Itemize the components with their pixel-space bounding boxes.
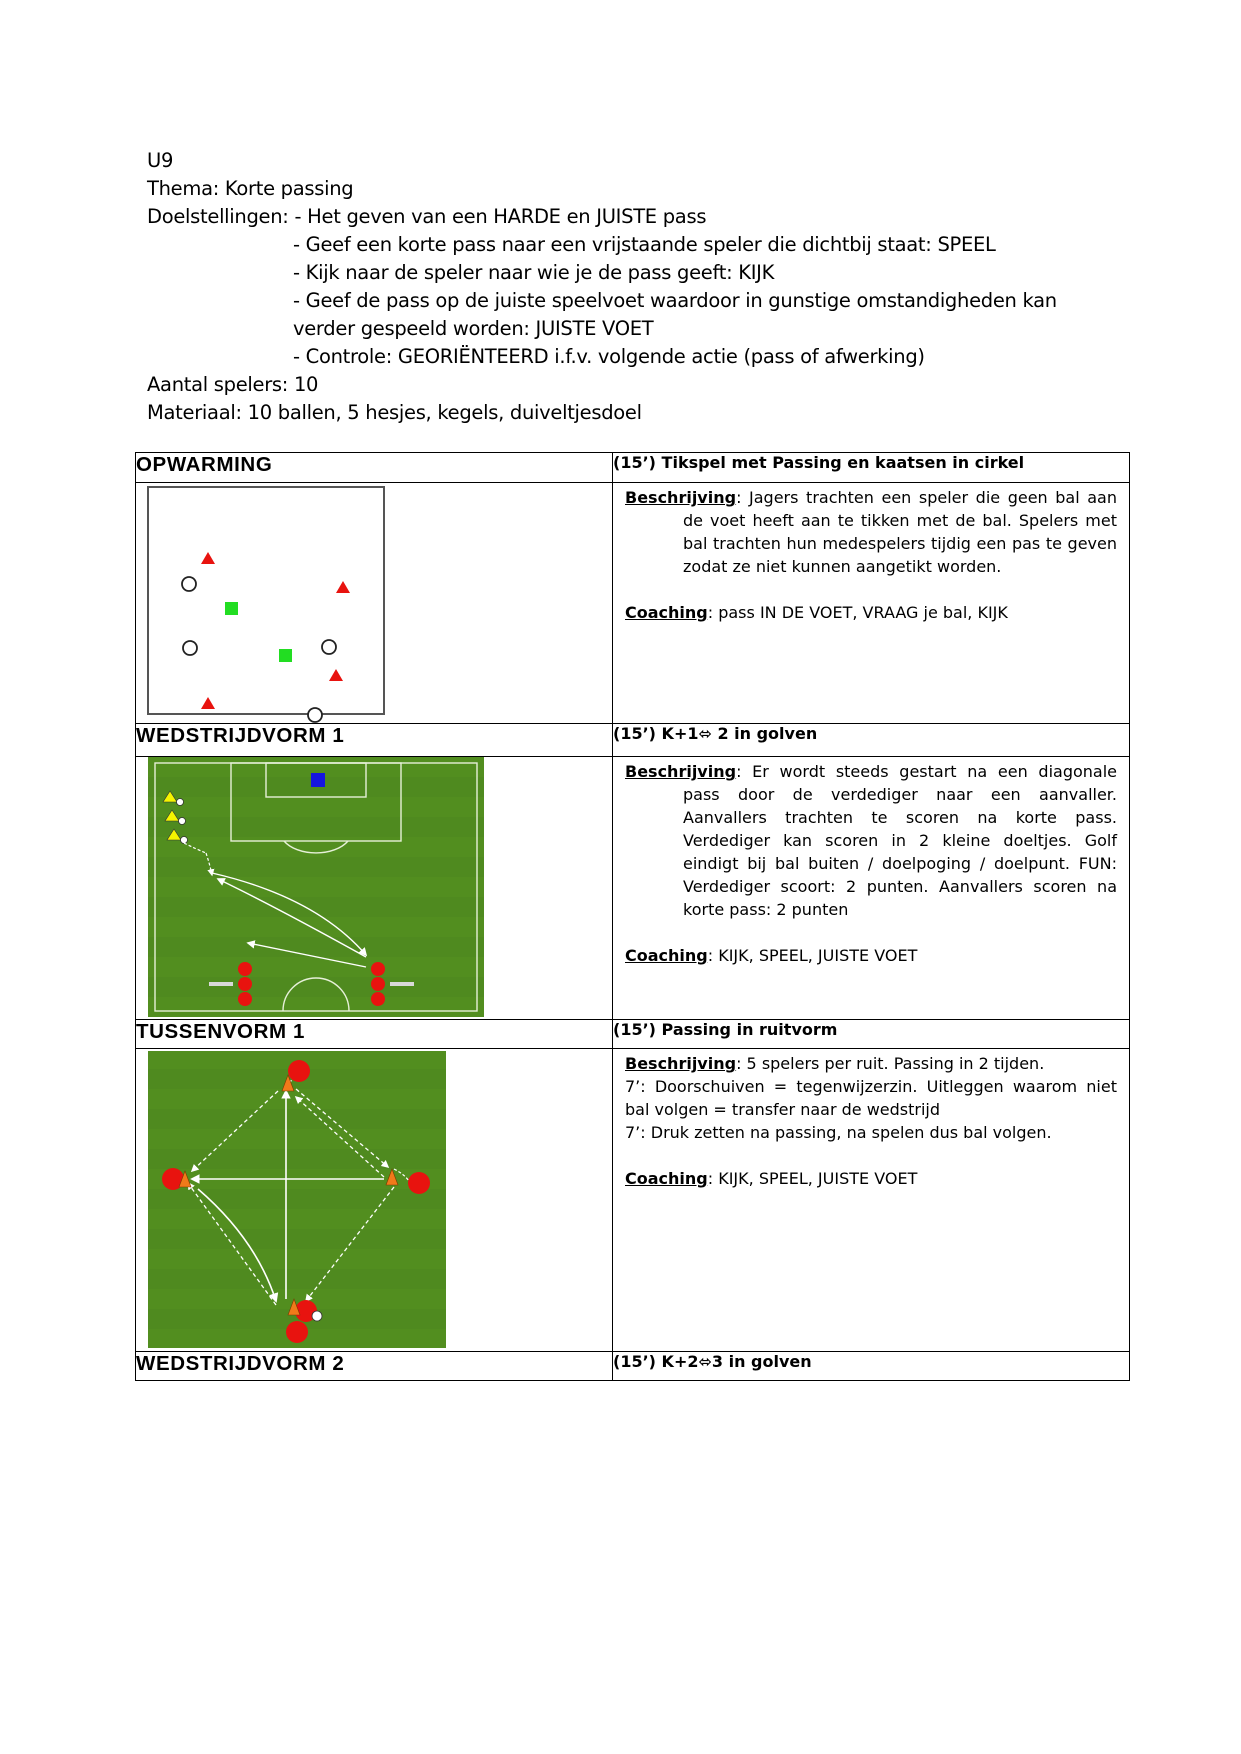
- material: Materiaal: 10 ballen, 5 hesjes, kegels, duiveltjesdoel: [147, 401, 642, 424]
- section-time: (15’) K+2⬄3 in golven: [613, 1352, 1130, 1381]
- section-time: (15’) K+1⬄ 2 in golven: [613, 724, 1130, 757]
- section-header-row: [136, 1020, 1130, 1049]
- description-cell: [613, 1049, 1130, 1352]
- player-circle: [288, 1060, 310, 1082]
- defender-circle: [371, 962, 385, 976]
- player-circle: [182, 577, 196, 591]
- diagram-cell: [136, 757, 613, 1020]
- defender-circle: [238, 977, 252, 991]
- player-count: Aantal spelers: 10: [147, 373, 319, 396]
- mini-goal: [209, 982, 233, 986]
- player-circle: [322, 640, 336, 654]
- section-body-row: [136, 757, 1130, 1020]
- section-body-row: [136, 483, 1130, 724]
- player-circle: [286, 1321, 308, 1343]
- keeper-marker: [311, 773, 325, 787]
- objective-1: Doelstellingen: - Het geven van een HARDE en JUISTE pass: [147, 205, 707, 228]
- defender-circle: [238, 962, 252, 976]
- coaching: Coaching: KIJK, SPEEL, JUISTE VOET: [625, 1169, 918, 1188]
- section-time: (15’) Passing in ruitvorm: [613, 1020, 1130, 1049]
- section-body-row: [136, 1049, 1130, 1352]
- section-header-row: [136, 1352, 1130, 1381]
- objective-5: - Controle: GEORIËNTEERD i.f.v. volgende actie (pass of afwerking): [293, 345, 925, 368]
- section-title: TUSSENVORM 1: [136, 1020, 613, 1049]
- section-title: WEDSTRIJDVORM 2: [136, 1352, 613, 1381]
- defender-circle: [238, 992, 252, 1006]
- objective-2: - Geef een korte pass naar een vrijstaande speler die dichtbij staat: SPEEL: [293, 233, 996, 256]
- ball: [312, 1311, 322, 1321]
- description-line: 7’: Druk zetten na passing, na spelen dus bal volgen.: [625, 1123, 1052, 1142]
- objective-4: - Geef de pass op de juiste speelvoet waardoor in gunstige omstandigheden kan: [293, 289, 1057, 312]
- section-header-row: [136, 724, 1130, 757]
- diagram-cell: [136, 483, 613, 724]
- section-header-row: [136, 453, 1130, 483]
- diagram-cell: [136, 1049, 613, 1352]
- player-circle: [408, 1172, 430, 1194]
- green-marker: [279, 649, 292, 662]
- defender-circle: [371, 977, 385, 991]
- player-circle: [308, 708, 322, 722]
- section-title: WEDSTRIJDVORM 1: [136, 724, 613, 757]
- objective-3: - Kijk naar de speler naar wie je de pass geeft: KIJK: [293, 261, 775, 284]
- description-cell: [613, 757, 1130, 1020]
- coaching: Coaching: KIJK, SPEEL, JUISTE VOET: [625, 946, 918, 965]
- intro-block: [147, 147, 1107, 427]
- mini-goal: [390, 982, 414, 986]
- description-cell: [613, 483, 1130, 724]
- warmup-diagram: [136, 483, 612, 723]
- description-line: 7’: Doorschuiven = tegenwijzerzin. Uitleggen waarom niet bal volgen = transfer naar de wedstrijd: [625, 1077, 1117, 1119]
- objective-4-continued: verder gespeeld worden: JUISTE VOET: [293, 317, 654, 340]
- description: Beschrijving: 5 spelers per ruit. Passing in 2 tijden.: [625, 1054, 1045, 1073]
- coaching: Coaching: pass IN DE VOET, VRAAG je bal, KIJK: [625, 603, 1008, 622]
- diamond-passing-diagram: [136, 1049, 612, 1351]
- player-circle: [183, 641, 197, 655]
- match-form-1-diagram: [136, 757, 612, 1019]
- section-title: OPWARMING: [136, 453, 613, 483]
- defender-circle: [371, 992, 385, 1006]
- age-group: U9: [147, 149, 174, 172]
- objectives-label: Doelstellingen:: [147, 205, 289, 228]
- green-marker: [225, 602, 238, 615]
- section-time: (15’) Tikspel met Passing en kaatsen in cirkel: [613, 453, 1130, 483]
- description: Beschrijving: Jagers trachten een speler die geen bal aan de voet heeft aan te tikken met de bal. Spelers met bal trachten hun medespelers tijdig een pas te geven zodat ze niet kunnen aangetikt worden.: [625, 488, 1117, 576]
- description: Beschrijving: Er wordt steeds gestart na een diagonale pass door de verdediger naar een aanvaller. Aanvallers trachten te scoren na korte pass. Verdediger kan scoren in 2 kleine doeltjes. Golf eindigt bij bal buiten / doelpoging / doelpunt. FUN: Verdediger scoort: 2 punten. Aanvallers scoren na korte pass: 2 punten: [625, 762, 1118, 919]
- theme: Thema: Korte passing: [147, 177, 354, 200]
- training-plan-table: [135, 452, 1130, 1381]
